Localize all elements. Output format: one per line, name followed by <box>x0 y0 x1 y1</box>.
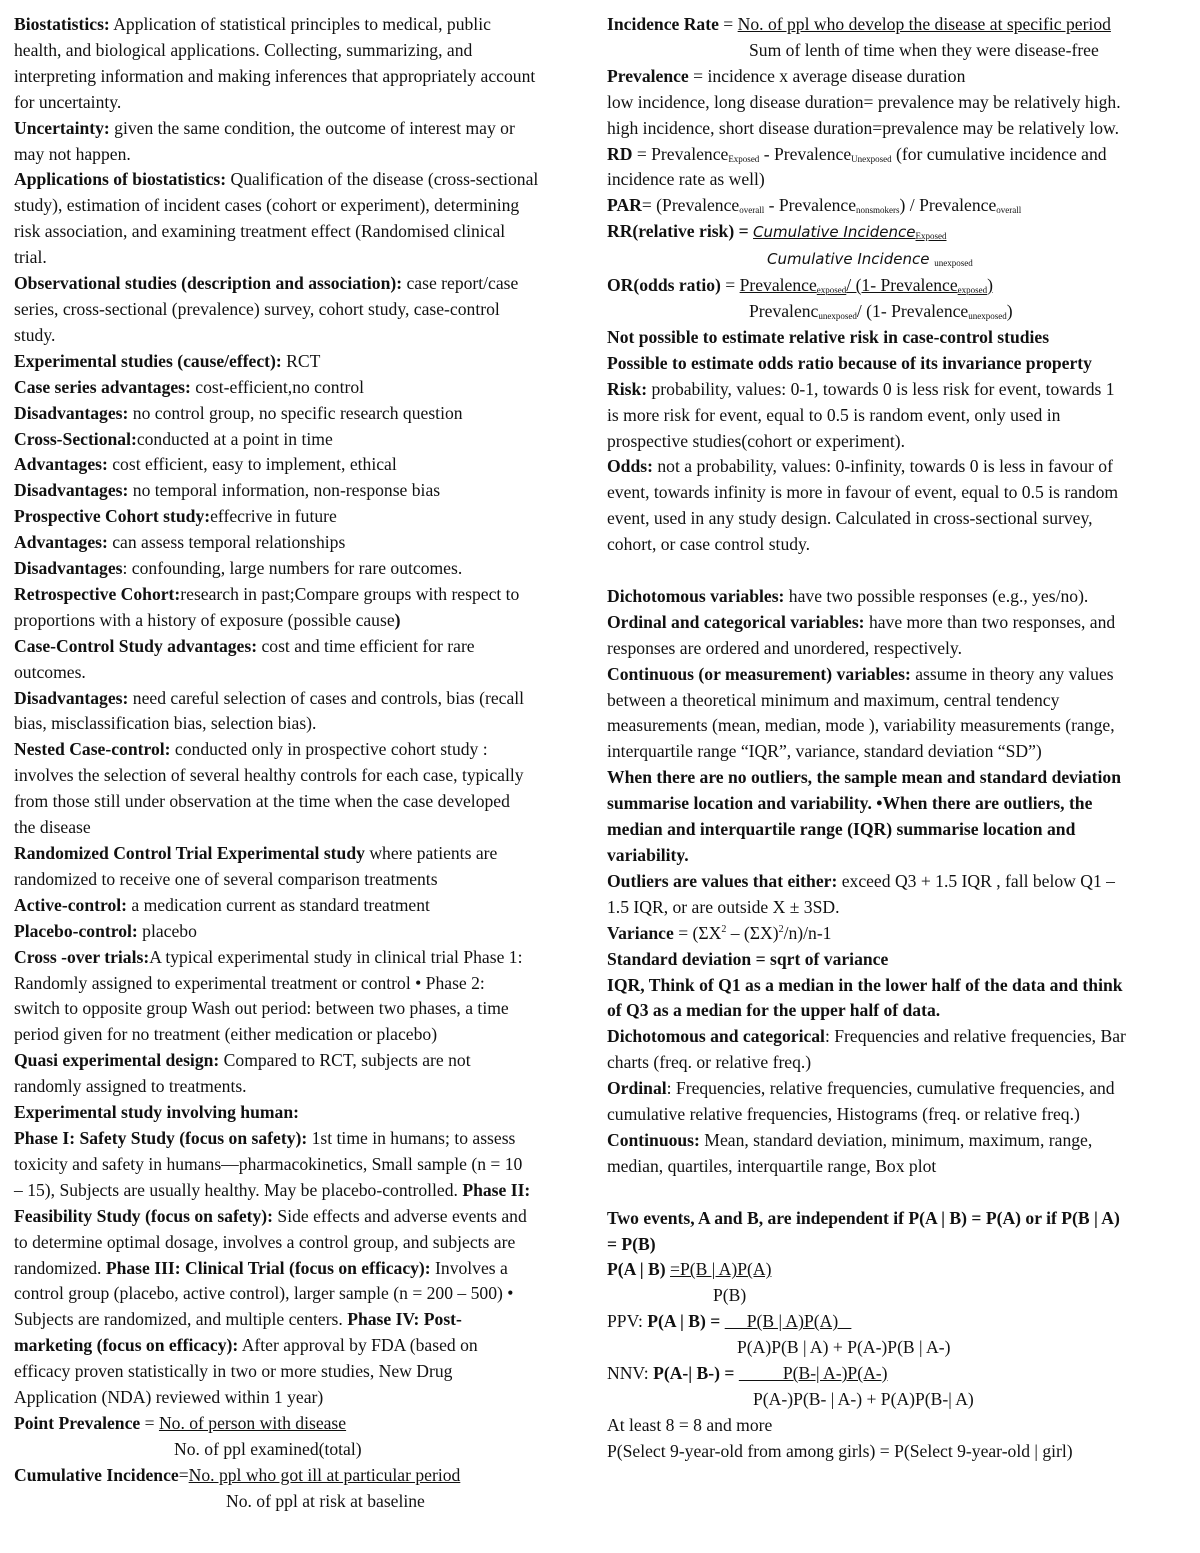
text-line: incidence rate as well) <box>607 169 765 190</box>
text-line: = P(B) <box>607 1233 656 1254</box>
formula-denominator: Sum of lenth of time when they were disease-free <box>749 39 1099 60</box>
text-line: Randomly assigned to experimental treatment or control • Phase 2: <box>14 972 485 993</box>
text-line: prospective studies(cohort or experiment). <box>607 430 906 451</box>
npv-formula: NNV: P(A-| B-) = P(B-| A-)P(A-) <box>607 1363 888 1384</box>
text-line: randomized to receive one of several comparison treatments <box>14 868 438 889</box>
text-line: Experimental studies (cause/effect): RCT <box>14 350 321 371</box>
text-line: outcomes. <box>14 661 86 682</box>
right-column <box>607 12 1193 1465</box>
text-line: Placebo-control: placebo <box>14 920 197 941</box>
text-line: proportions with a history of exposure (possible cause) <box>14 609 401 630</box>
text-line: the disease <box>14 817 91 838</box>
point-prevalence-formula: Point Prevalence = No. of person with disease <box>14 1412 347 1433</box>
text-line: Case-Control Study advantages: cost and time efficient for rare <box>14 635 475 656</box>
text-line: charts (freq. or relative freq.) <box>607 1052 812 1073</box>
formula-denominator: No. of ppl at risk at baseline <box>226 1490 425 1511</box>
text-line: Advantages: can assess temporal relationships <box>14 532 346 553</box>
text-line: study. <box>14 324 56 345</box>
text-line: Ordinal and categorical variables: have more than two responses, and <box>607 611 1116 632</box>
text-line: 1.5 IQR, or are outside X ± 3SD. <box>607 896 840 917</box>
text-line: may not happen. <box>14 143 131 164</box>
text-line: Experimental study involving human: <box>14 1102 299 1123</box>
text-line: between a theoretical minimum and maximum, central tendency <box>607 689 1060 710</box>
text-line: Dichotomous variables: have two possible responses (e.g., yes/no). <box>607 585 1089 606</box>
cumulative-incidence-formula: Cumulative Incidence=No. ppl who got ill at particular period <box>14 1464 461 1485</box>
text-line: Retrospective Cohort:research in past;Compare groups with respect to <box>14 583 520 604</box>
text-line: interpreting information and making inferences that appropriately account <box>14 65 536 86</box>
text-line: Ordinal: Frequencies, relative frequencies, cumulative frequencies, and <box>607 1078 1115 1099</box>
text-line: event, used in any study design. Calculated in cross-sectional survey, <box>607 508 1093 529</box>
odds-ratio-formula: OR(odds ratio) = Prevalence$_{exposed}$/ (1- Prevalence$_{exposed}$) <box>607 275 994 296</box>
text-line: Biostatistics: Application of statistical principles to medical, public <box>14 14 491 34</box>
text-line: Standard deviation = sqrt of variance <box>607 948 889 969</box>
text-line: series, cross-sectional (prevalence) survey, cohort study, case-control <box>14 298 500 319</box>
text-line: Disadvantages: confounding, large numbers for rare outcomes. <box>14 558 463 579</box>
text-line: cohort, or case control study. <box>607 534 811 555</box>
text-line: Application (NDA) reviewed within 1 year) <box>14 1387 324 1408</box>
text-line: efficacy proven statistically in two or more studies, New Drug <box>14 1361 453 1382</box>
text-line: Active-control: a medication current as standard treatment <box>14 894 430 915</box>
formula-denominator: P(A)P(B | A) + P(A-)P(B | A-) <box>737 1337 951 1358</box>
text-line: Continuous (or measurement) variables: assume in theory any values <box>607 663 1114 684</box>
text-line: median and interquartile range (IQR) summarise location and <box>607 819 1076 840</box>
text-line: Risk: probability, values: 0-1, towards 0 is less risk for event, towards 1 <box>607 378 1115 399</box>
text-line: IQR, Think of Q1 as a median in the lower half of the data and think <box>607 974 1123 995</box>
text-line: trial. <box>14 247 47 268</box>
spacer <box>607 558 1193 584</box>
text-line: event, towards infinity is more in favour of event, equal to 0.5 is random <box>607 482 1119 503</box>
text-line: Two events, A and B, are independent if P(A | B) = P(A) or if P(B | A) <box>607 1207 1120 1228</box>
text-line: cumulative relative frequencies, Histograms (freq. or relative freq.) <box>607 1104 1080 1125</box>
text-line: of Q3 as a median for the upper half of data. <box>607 1000 941 1021</box>
text-line: Phase I: Safety Study (focus on safety): 1st time in humans; to assess <box>14 1127 516 1148</box>
incidence-rate-formula: Incidence Rate = No. of ppl who develop the disease at specific period <box>607 14 1111 34</box>
text-line: Prospective Cohort study:effecrive in future <box>14 506 337 527</box>
text-line: measurements (mean, median, mode ), variability measurements (range, <box>607 715 1115 736</box>
text-line: low incidence, long disease duration= prevalence may be relatively high. <box>607 91 1121 112</box>
text-line: is more risk for event, equal to 0.5 is random event, only used in <box>607 404 1061 425</box>
text-line: At least 8 = 8 and more <box>607 1414 773 1435</box>
text-line: Disadvantages: no temporal information, non-response bias <box>14 480 441 501</box>
text-line: randomized. Phase III: Clinical Trial (focus on efficacy): Involves a <box>14 1257 508 1278</box>
text-line: period given for no treatment (either medication or placebo) <box>14 1024 438 1045</box>
text-line: for uncertainty. <box>14 91 122 112</box>
spacer <box>607 1180 1193 1206</box>
text-line: interquartile range “IQR”, variance, standard deviation “SD”) <box>607 741 1042 762</box>
text-line: to determine optimal dosage, involves a control group, and subjects are <box>14 1231 516 1252</box>
text-line: Odds: not a probability, values: 0-infinity, towards 0 is less in favour of <box>607 456 1113 477</box>
text-line: – 15), Subjects are usually healthy. May be placebo-controlled. Phase II: <box>14 1179 531 1200</box>
text-line: from those still under observation at the time when the case developed <box>14 791 510 812</box>
text-line: P(Select 9-year-old from among girls) = P(Select 9-year-old | girl) <box>607 1440 1073 1461</box>
formula-denominator: P(A-)P(B- | A-) + P(A)P(B-| A) <box>753 1389 974 1409</box>
text-line: Prevalence = incidence x average disease duration <box>607 65 966 86</box>
formula-denominator: No. of ppl examined(total) <box>174 1438 362 1459</box>
text-line: study), estimation of incident cases (cohort or experiment), determining <box>14 195 520 216</box>
relative-risk-formula: RR(relative risk) = Cumulative Incidence$_{Exposed}$ <box>607 221 947 242</box>
text-line: switch to opposite group Wash out period: between two phases, a time <box>14 998 509 1019</box>
text-line: responses are ordered and unordered, respectively. <box>607 637 962 658</box>
text-line: risk association, and examining treatment effect (Randomised clinical <box>14 221 506 242</box>
ppv-formula: PPV: P(A | B) = P(B | A)P(A) <box>607 1311 852 1332</box>
text-line: Cross -over trials:A typical experimental study in clinical trial Phase 1: <box>14 946 523 967</box>
text-line: Feasibility Study (focus on safety): Side effects and adverse events and <box>14 1205 527 1226</box>
left-column <box>14 12 598 1515</box>
text-line: involves the selection of several healthy controls for each case, typically <box>14 765 524 786</box>
text-line: Applications of biostatistics: Qualification of the disease (cross-sectional <box>14 169 539 190</box>
text-line: summarise location and variability. •When there are outliers, the <box>607 793 1093 814</box>
text-line: Cross-Sectional:conducted at a point in time <box>14 428 333 449</box>
text-line: Disadvantages: need careful selection of cases and controls, bias (recall <box>14 687 525 708</box>
text-line: Not possible to estimate relative risk in case-control studies <box>607 326 1050 347</box>
text-line: variability. <box>607 844 689 865</box>
text-line: Subjects are randomized, and multiple centers. Phase IV: Post- <box>14 1309 462 1330</box>
variance-formula: Variance = $(\Sigma X^2 - (\Sigma X)^2/n)/n-1$ <box>607 922 832 943</box>
text-line: Outliers are values that either: exceed Q3 + 1.5 IQR , fall below Q1 – <box>607 870 1115 891</box>
formula-denominator: Prevalenc$_{unexposed}$/ (1- Prevalence$_{unexposed}$) <box>749 300 1013 321</box>
bayes-formula: P(A | B) =P(B | A)P(A) <box>607 1259 772 1280</box>
text-line: Uncertainty: given the same condition, the outcome of interest may or <box>14 117 515 138</box>
text-line: toxicity and safety in humans—pharmacokinetics, Small sample (n = 10 <box>14 1153 523 1174</box>
text-line: When there are no outliers, the sample mean and standard deviation <box>607 767 1121 788</box>
text-line: health, and biological applications. Collecting, summarizing, and <box>14 39 473 60</box>
text-line: bias, misclassification bias, selection bias). <box>14 713 317 734</box>
text-line: Randomized Control Trial Experimental study where patients are <box>14 843 498 863</box>
text-line: Quasi experimental design: Compared to RCT, subjects are not <box>14 1050 471 1071</box>
text-line: Observational studies (description and association): case report/case <box>14 273 519 294</box>
text-line: Dichotomous and categorical: Frequencies and relative frequencies, Bar <box>607 1026 1126 1047</box>
text-line: marketing (focus on efficacy): After approval by FDA (based on <box>14 1335 478 1356</box>
text-line: Case series advantages: cost-efficient,no control <box>14 376 365 397</box>
text-line: control group (placebo, active control), larger sample (n = 200 – 500) • <box>14 1283 514 1304</box>
text-line: median, quartiles, interquartile range, Box plot <box>607 1155 937 1176</box>
text-line: Nested Case-control: conducted only in prospective cohort study : <box>14 739 488 760</box>
formula-denominator: Cumulative Incidence $_{unexposed}$ <box>767 250 973 269</box>
text-line: Continuous: Mean, standard deviation, minimum, maximum, range, <box>607 1129 1093 1150</box>
formula-denominator: P(B) <box>713 1285 747 1306</box>
text-line: randomly assigned to treatments. <box>14 1076 247 1097</box>
risk-difference-formula: RD = Prevalence$_{Exposed}$ - Prevalence$_{Unexposed}$ (for cumulative incidence and <box>607 143 1107 164</box>
par-formula: PAR= (Prevalence$_{overall}$ - Prevalence$_{nonsmokers}$) / Prevalence$_{overall}$ <box>607 195 1022 216</box>
text-line: high incidence, short disease duration=prevalence may be relatively low. <box>607 117 1119 138</box>
text-line: Advantages: cost efficient, easy to implement, ethical <box>14 454 397 475</box>
text-line: Disadvantages: no control group, no specific research question <box>14 402 463 423</box>
text-line: Possible to estimate odds ratio because of its invariance property <box>607 352 1092 373</box>
